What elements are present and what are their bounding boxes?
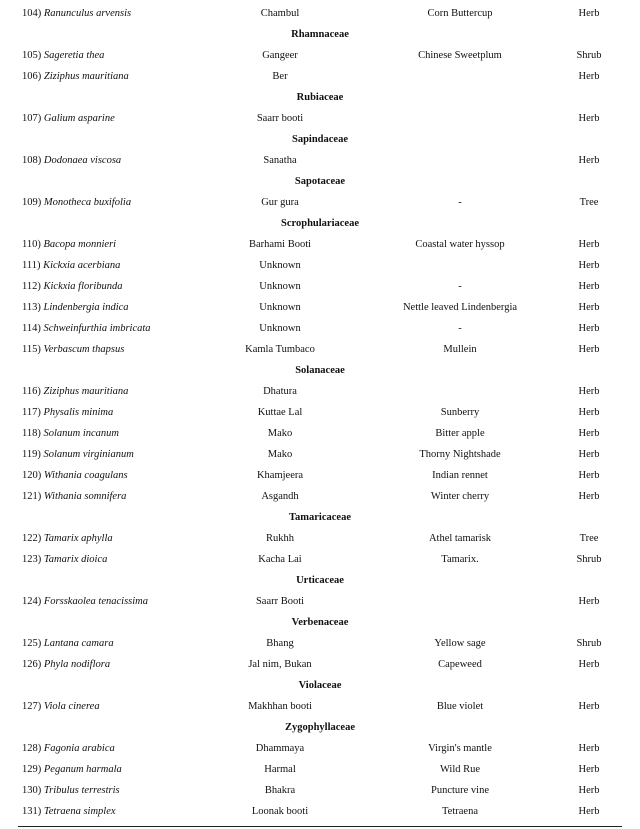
species-number: 131) [22,806,42,817]
local-name: Kuttae Lal [257,407,303,418]
species-number: 106) [22,71,42,82]
species-number: 117) [22,407,41,418]
family-name: Sapindaceae [291,134,348,145]
species-number: 111) [22,260,41,271]
table-row [0,550,640,570]
english-name: Wild Rue [439,764,481,775]
local-name: Asgandh [261,491,299,502]
table-row [0,739,640,759]
scientific-name: Ranunculus arvensis [43,8,132,19]
english-name: Coastal water hyssop [415,239,505,250]
english-name: Sunberry [440,407,480,418]
species-number: 123) [22,554,42,565]
english-name: Winter cherry [430,491,490,502]
table-row [0,109,640,129]
local-name: Gur gura [261,197,299,208]
table-row [0,634,640,654]
species-cell [22,655,110,675]
species-cell [22,592,148,612]
local-name: Sanatha [263,155,297,166]
scientific-name: Kickxia acerbiana [43,260,121,271]
habit: Herb [578,491,600,502]
english-name: Indian rennet [432,470,488,481]
table-row [0,277,640,297]
species-cell [22,151,121,171]
scientific-name: Kickxia floribunda [43,281,123,292]
family-heading [0,361,640,381]
english-name: Tetraena [442,806,478,817]
habit: Tree [579,533,599,544]
english-name: Tamarix. [441,554,479,565]
species-number: 104) [22,8,42,19]
local-name: Kacha Lai [258,554,302,565]
habit: Herb [578,659,600,670]
english-name: - [458,281,462,292]
species-number: 109) [22,197,42,208]
habit: Herb [578,764,600,775]
species-number: 112) [22,281,41,292]
table-row [0,781,640,801]
family-heading [0,172,640,192]
family-name: Tamaricaceae [288,512,351,523]
scientific-name: Sageretia thea [43,50,105,61]
scientific-name: Physalis minima [43,407,114,418]
species-number: 110) [22,239,41,250]
local-name: Unknown [259,281,301,292]
species-cell [22,67,129,87]
species-number: 116) [22,386,41,397]
habit: Herb [578,806,600,817]
species-number: 105) [22,50,42,61]
english-name: Yellow sage [434,638,486,649]
table-row [0,340,640,360]
scientific-name: Phyla nodiflora [43,659,111,670]
table-row [0,403,640,423]
english-name: Nettle leaved Lindenbergia [402,302,518,313]
family-name: Rubiaceae [296,92,344,103]
scientific-name: Peganum harmala [43,764,122,775]
english-name: Puncture vine [430,785,490,796]
family-heading [0,571,640,591]
local-name: Harmal [264,764,296,775]
family-heading [0,88,640,108]
scientific-name: Viola cinerea [43,701,100,712]
local-name: Unknown [259,260,301,271]
habit: Shrub [576,50,602,61]
family-name: Zygophyllaceae [285,722,355,733]
family-name: Urticaceae [296,575,344,586]
table-row [0,4,640,24]
family-heading [0,613,640,633]
local-name: Barhami Booti [248,239,312,250]
local-name: Makhhan booti [248,701,312,712]
habit: Herb [578,407,600,418]
species-cell [22,277,123,297]
habit: Herb [578,428,600,439]
table-row [0,424,640,444]
local-name: Saarr booti [256,113,304,124]
scientific-name: Fagonia arabica [43,743,115,754]
english-name: Athel tamarisk [428,533,492,544]
species-cell [22,550,107,570]
scientific-name: Solanum incanum [43,428,120,439]
habit: Herb [578,113,600,124]
english-name: - [458,197,462,208]
habit: Herb [578,785,600,796]
family-heading [0,508,640,528]
habit: Herb [578,260,600,271]
species-number: 127) [22,701,42,712]
family-heading [0,718,640,738]
table-row [0,298,640,318]
scientific-name: Ziziphus mauritiana [43,386,129,397]
local-name: Unknown [259,323,301,334]
english-name: Mullein [443,344,477,355]
local-name: Dhatura [263,386,297,397]
species-cell [22,802,116,822]
table-row [0,697,640,717]
species-number: 115) [22,344,41,355]
species-cell [22,46,104,66]
scientific-name: Forsskaolea tenacissima [43,596,148,607]
english-name: Chinese Sweetplum [418,50,502,61]
species-cell [22,4,131,24]
scientific-name: Lindenbergia indica [43,302,129,313]
species-number: 122) [22,533,42,544]
english-name: Corn Buttercup [427,8,493,19]
family-heading [0,676,640,696]
table-row [0,256,640,276]
species-number: 121) [22,491,42,502]
scientific-name: Tribulus terrestris [43,785,120,796]
species-cell [22,529,113,549]
table-row [0,193,640,213]
english-name: Bitter apple [435,428,485,439]
family-heading [0,130,640,150]
table-row [0,529,640,549]
habit: Herb [578,596,600,607]
species-cell [22,340,124,360]
local-name: Loonak booti [251,806,309,817]
family-name: Verbenaceae [291,617,349,628]
species-cell [22,697,100,717]
family-heading [0,214,640,234]
table-row [0,760,640,780]
english-name: Thorny Nightshade [419,449,501,460]
species-cell [22,739,115,759]
local-name: Dhammaya [255,743,305,754]
species-number: 118) [22,428,41,439]
table-row [0,655,640,675]
family-name: Sapotaceae [294,176,346,187]
scientific-name: Monotheca buxifolia [43,197,132,208]
habit: Herb [578,701,600,712]
family-name: Scrophulariaceae [281,218,359,229]
species-number: 119) [22,449,41,460]
local-name: Khamjeera [256,470,304,481]
species-cell [22,487,126,507]
table-bottom-rule [18,826,622,827]
species-number: 126) [22,659,42,670]
local-name: Rukhh [265,533,294,544]
table-row [0,487,640,507]
habit: Tree [579,197,599,208]
species-number: 130) [22,785,42,796]
scientific-name: Tamarix dioica [43,554,108,565]
species-number: 113) [22,302,41,313]
scientific-name: Tetraena simplex [43,806,116,817]
species-cell [22,193,131,213]
species-cell [22,760,122,780]
english-name: Virgin's mantle [428,743,492,754]
local-name: Bhang [266,638,294,649]
local-name: Saarr Booti [255,596,305,607]
species-cell [22,382,128,402]
habit: Herb [578,239,600,250]
scientific-name: Ziziphus mauritiana [43,71,129,82]
table-row [0,235,640,255]
table-row [0,382,640,402]
species-cell [22,298,129,318]
local-name: Jal nim, Bukan [248,659,312,670]
species-number: 125) [22,638,42,649]
habit: Herb [578,743,600,754]
family-name: Solanaceae [295,365,345,376]
scientific-name: Withania somnifera [43,491,127,502]
habit: Herb [578,155,600,166]
local-name: Ber [272,71,288,82]
scientific-name: Solanum virginianum [43,449,134,460]
local-name: Bhakra [264,785,296,796]
species-number: 124) [22,596,42,607]
scientific-name: Withania coagulans [43,470,128,481]
species-number: 114) [22,323,41,334]
habit: Herb [578,71,600,82]
species-cell [22,781,120,801]
local-name: Chambul [260,8,300,19]
table-row [0,151,640,171]
table-row [0,46,640,66]
scientific-name: Schweinfurthia imbricata [43,323,151,334]
species-number: 107) [22,113,42,124]
local-name: Mako [267,449,293,460]
english-name: Capeweed [438,659,482,670]
species-cell [22,235,116,255]
species-cell [22,109,115,129]
local-name: Mako [267,428,293,439]
table-row [0,592,640,612]
scientific-name: Galium asparine [43,113,115,124]
local-name: Unknown [259,302,301,313]
habit: Herb [578,281,600,292]
family-name: Violaceae [298,680,342,691]
table-row [0,319,640,339]
family-heading [0,25,640,45]
habit: Shrub [576,554,602,565]
habit: Herb [578,449,600,460]
local-name: Kamla Tumbaco [245,344,315,355]
habit: Herb [578,470,600,481]
habit: Herb [578,8,600,19]
habit: Herb [578,323,600,334]
table-row [0,466,640,486]
habit: Herb [578,344,600,355]
local-name: Gangeer [262,50,298,61]
species-cell [22,403,113,423]
habit: Herb [578,386,600,397]
table-row [0,802,640,822]
species-cell [22,256,120,276]
family-name: Rhamnaceae [291,29,349,40]
species-cell [22,445,134,465]
table-row [0,67,640,87]
species-number: 108) [22,155,42,166]
species-number: 120) [22,470,42,481]
english-name: Blue violet [436,701,484,712]
scientific-name: Tamarix aphylla [43,533,113,544]
species-cell [22,319,151,339]
habit: Shrub [576,638,602,649]
table-row [0,445,640,465]
species-cell [22,634,114,654]
scientific-name: Lantana camara [43,638,114,649]
species-cell [22,466,128,486]
species-number: 129) [22,764,42,775]
scientific-name: Bacopa monnieri [43,239,117,250]
english-name: - [458,323,462,334]
habit: Herb [578,302,600,313]
scientific-name: Verbascum thapsus [43,344,125,355]
species-number: 128) [22,743,42,754]
species-cell [22,424,119,444]
scientific-name: Dodonaea viscosa [43,155,122,166]
